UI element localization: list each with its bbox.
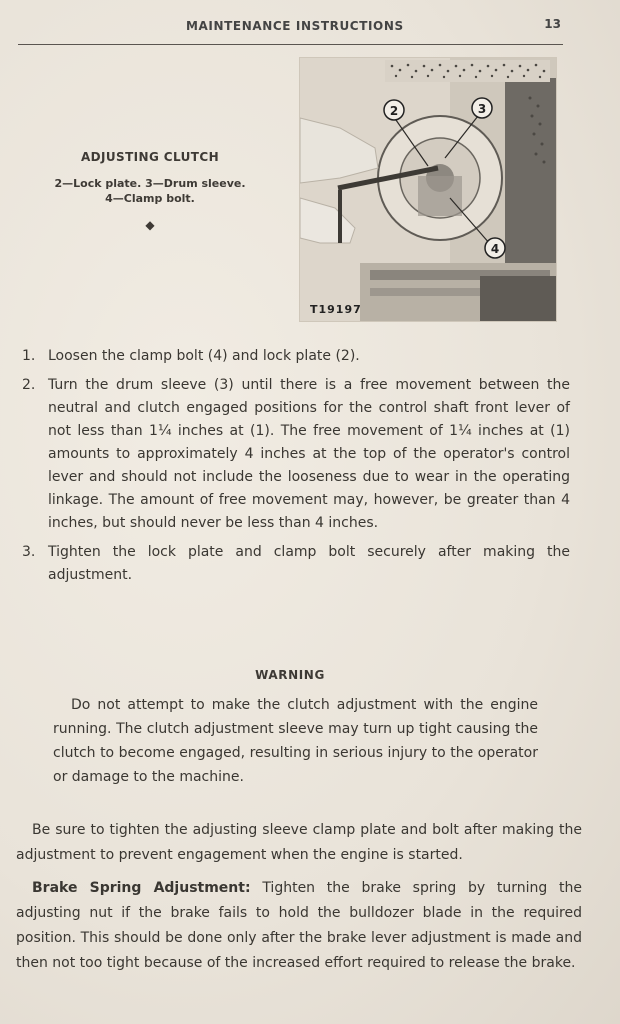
procedure-steps (22, 345, 570, 593)
running-title: MAINTENANCE INSTRUCTIONS (186, 19, 404, 33)
page-number: 13 (544, 17, 561, 31)
tighten-note: Be sure to tighten the adjusting sleeve clamp plate and bolt after making the adjustment to prevent engagement when the engine is started. (16, 822, 582, 863)
caption-title: ADJUSTING CLUTCH (80, 150, 220, 164)
clutch-photo (299, 57, 557, 322)
brake-spring-paragraph (16, 876, 582, 976)
page-header (18, 14, 563, 45)
figure-caption (30, 150, 270, 232)
step-item (22, 541, 570, 587)
clutch-photo-drawing (300, 58, 556, 321)
callout-4: 4 (490, 242, 500, 256)
legend-line-2: 4—Clamp bolt. (105, 192, 195, 205)
step-text: Loosen the clamp bolt (4) and lock plate (2). (48, 348, 360, 364)
caption-legend (30, 176, 270, 206)
step-number: 2. (22, 377, 36, 393)
step-number: 1. (22, 348, 36, 364)
step-item (22, 345, 570, 368)
figure-id: T19197 (310, 303, 362, 316)
step-number: 3. (22, 544, 36, 560)
warning-text: Do not attempt to make the clutch adjustment with the engine running. The clutch adjustment sleeve may turn up tight causing the clutch to become engaged, resulting in serious injury to the operator or damage to the machine. (53, 697, 538, 785)
brake-heading: Brake Spring Adjustment: (32, 880, 251, 896)
warning-title: WARNING (255, 668, 325, 682)
step-text: Turn the drum sleeve (3) until there is a free movement between the neutral and clutch engaged positions for the control shaft front lever of not less than 1¼ inches at (1). The free movement of 1¼ inches at (1) amounts to approximately 4 inches at the top of the operator's control lever and should not include the looseness due to wear in the operating linkage. The amount of free movement may, however, be greater than 4 inches, but should never be less than 4 inches. (48, 377, 570, 531)
step-item (22, 374, 570, 535)
callout-3: 3 (477, 102, 487, 116)
brake-text: Tighten the brake spring by turning the adjusting nut if the brake fails to hold the bulldozer blade in the required position. This should be done only after the brake lever adjustment is made and then not too tight because of the increased effort required to release the brake. (16, 880, 583, 971)
legend-line-1: 2—Lock plate. 3—Drum sleeve. (54, 177, 246, 190)
step-text: Tighten the lock plate and clamp bolt securely after making the adjustment. (48, 544, 570, 583)
callout-2: 2 (389, 104, 399, 118)
diamond-bullet-icon: ◆ (145, 218, 155, 232)
